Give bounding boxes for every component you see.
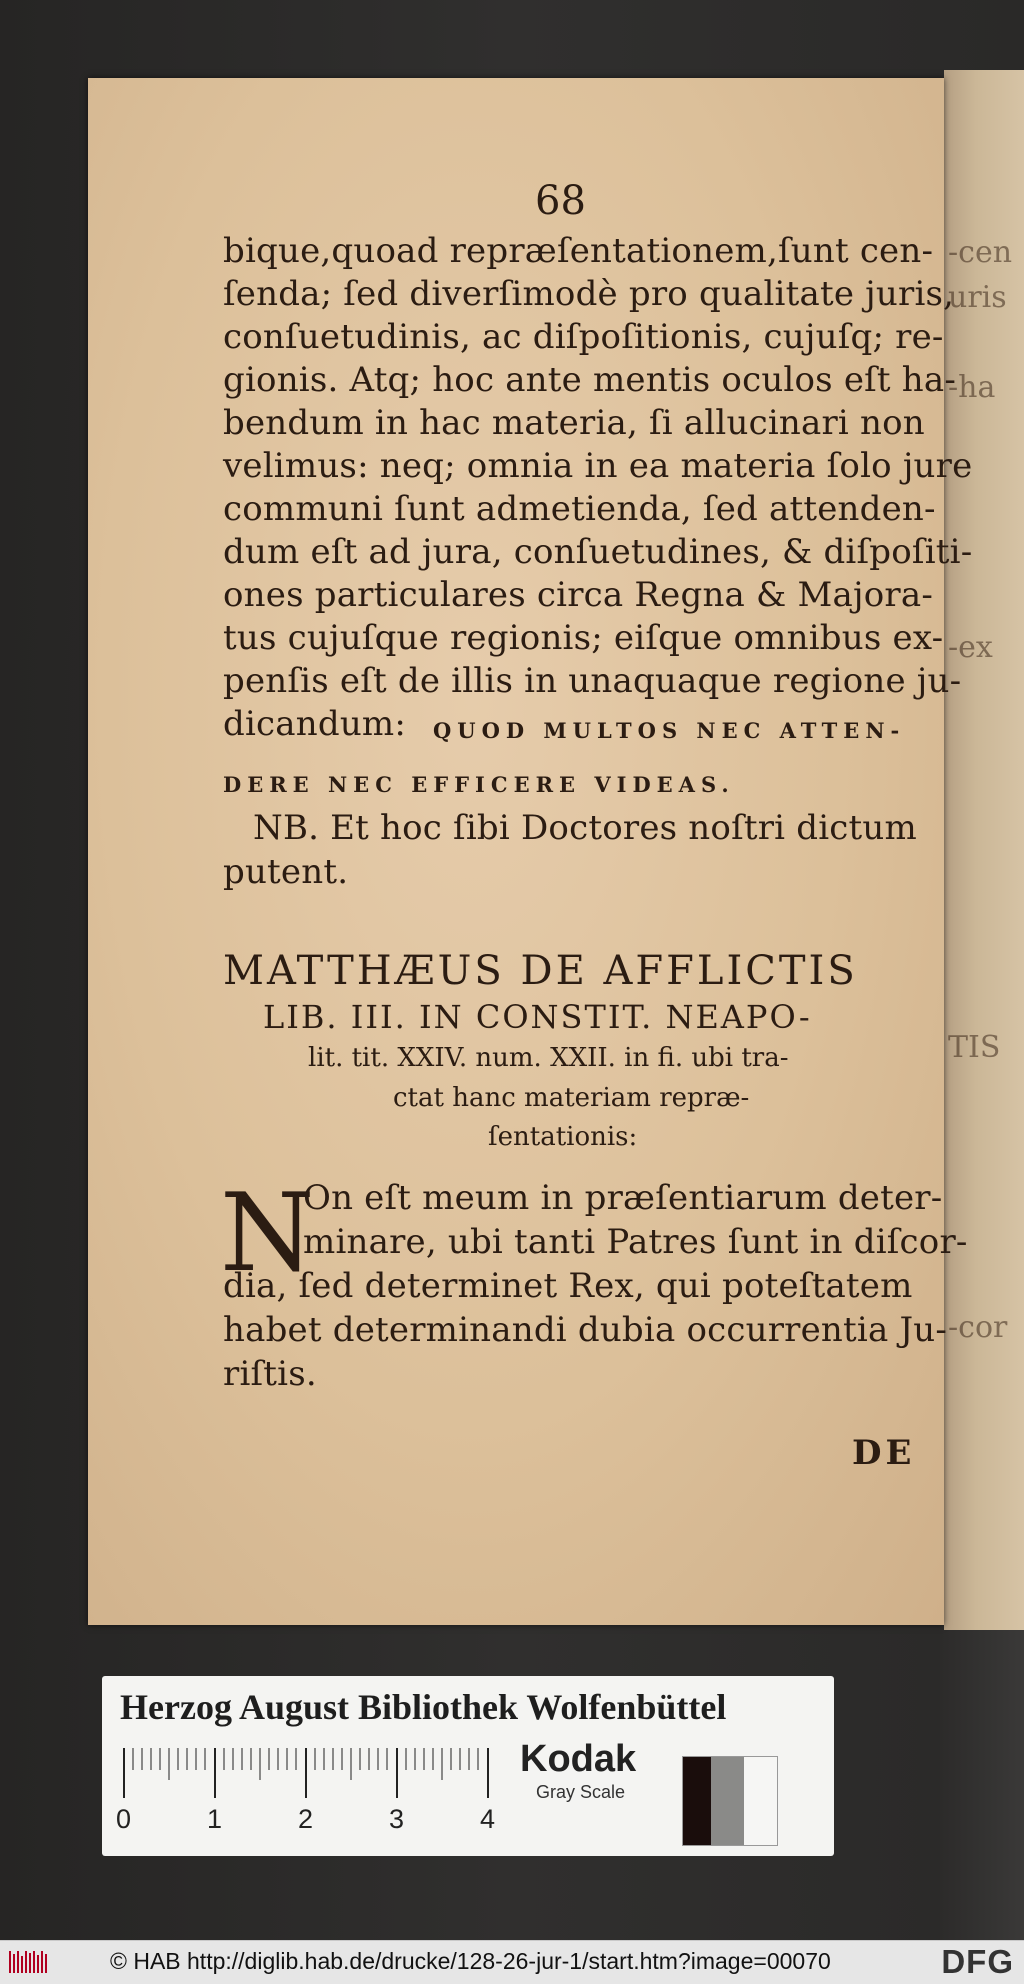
body-line: bique,quoad repræſentationem,ſunt cen-: [223, 231, 934, 271]
nota-bene-line: NB. Et hoc ſibi Doctores noſtri dictum: [253, 808, 917, 848]
body-line: velimus: neq; omnia in ea materia ſolo jure: [223, 446, 973, 486]
facing-page-edge: [944, 70, 1024, 1630]
body-line: conſuetudinis, ac diſpoſitionis, cujuſq; re-: [223, 317, 944, 357]
ruler-number: 3: [389, 1804, 405, 1834]
color-calibration-card: [102, 1676, 834, 1856]
facing-page-strip: [940, 1630, 1024, 1940]
facing-page-ghost-text: -ha: [948, 370, 996, 405]
body-line: communi ſunt admetienda, ſed attenden-: [223, 489, 936, 529]
body-line: bendum in hac materia, ſi allucinari non: [223, 403, 925, 443]
drop-cap: N: [220, 1171, 315, 1296]
quote-line: riſtis.: [223, 1354, 317, 1394]
facing-page-ghost-text: -cen: [948, 235, 1013, 270]
ruler-number: 4: [480, 1804, 496, 1834]
book-page: [88, 78, 973, 1625]
swatch-mid: [711, 1757, 744, 1845]
small-caps-line: DERE NEC EFFICERE VIDEAS.: [223, 772, 735, 797]
library-name: Herzog August Bibliothek Wolfenbüttel: [120, 1687, 727, 1727]
nota-bene-line: putent.: [223, 852, 349, 892]
quote-line: habet determinandi dubia occurrentia Ju-: [223, 1310, 948, 1350]
swatch-light: [744, 1757, 777, 1845]
dfg-logo: DFG: [941, 1943, 1014, 1980]
quote-line: On eſt meum in præſentiarum deter-: [303, 1178, 943, 1218]
kodak-logo: Kodak: [520, 1738, 637, 1780]
facing-page-ghost-text: TIS: [948, 1030, 1001, 1065]
section-heading-sub: lit. tit. XXIV. num. XXII. in fi. ubi tra-: [308, 1043, 789, 1073]
ruler-number: 2: [298, 1804, 314, 1834]
facing-page-ghost-text: -ex: [948, 630, 993, 665]
body-line: tus cujuſque regionis; eiſque omnibus ex-: [223, 618, 944, 658]
source-url[interactable]: © HAB http://diglib.hab.de/drucke/128-26-jur-1/start.htm?image=00070: [110, 1948, 831, 1974]
body-line: ſenda; ſed diverſimodè pro qualitate juris,: [223, 274, 955, 314]
swatch-dark: [683, 1757, 711, 1845]
section-heading: MATTHÆUS DE AFFLICTIS: [223, 948, 858, 994]
ruler-number: 1: [207, 1804, 223, 1834]
body-line: ones particulares circa Regna & Majora-: [223, 575, 934, 615]
ruler-number: 0: [116, 1804, 132, 1834]
small-caps-line: QUOD MULTOS NEC ATTEN-: [433, 718, 906, 743]
gray-scale-label: Gray Scale: [536, 1782, 626, 1802]
body-line: penſis eſt de illis in unaquaque regione ju-: [223, 661, 962, 701]
page-number: 68: [535, 178, 586, 224]
section-heading-sub: ſentationis:: [488, 1122, 638, 1152]
body-line: dum eſt ad jura, conſuetudines, & diſpoſiti-: [223, 532, 973, 572]
facing-page-ghost-text: uris: [948, 280, 1007, 315]
quote-line: dia, ſed determinet Rex, qui poteſtatem: [223, 1266, 913, 1306]
hab-barcode-icon: [8, 1949, 48, 1975]
section-heading-sub: ctat hanc materiam repræ-: [393, 1083, 750, 1113]
body-line: gionis. Atq; hoc ante mentis oculos eſt ha-: [223, 360, 957, 400]
viewer-footer: [0, 1940, 1024, 1984]
gray-scale-swatches: [682, 1756, 778, 1846]
quote-line: minare, ubi tanti Patres ſunt in diſcor-: [303, 1222, 968, 1262]
section-heading-sub: LIB. III. IN CONSTIT. NEAPO-: [263, 998, 812, 1036]
catchword: DE: [852, 1433, 916, 1473]
body-line: dicandum:: [223, 704, 407, 744]
facing-page-ghost-text: -cor: [948, 1310, 1008, 1345]
